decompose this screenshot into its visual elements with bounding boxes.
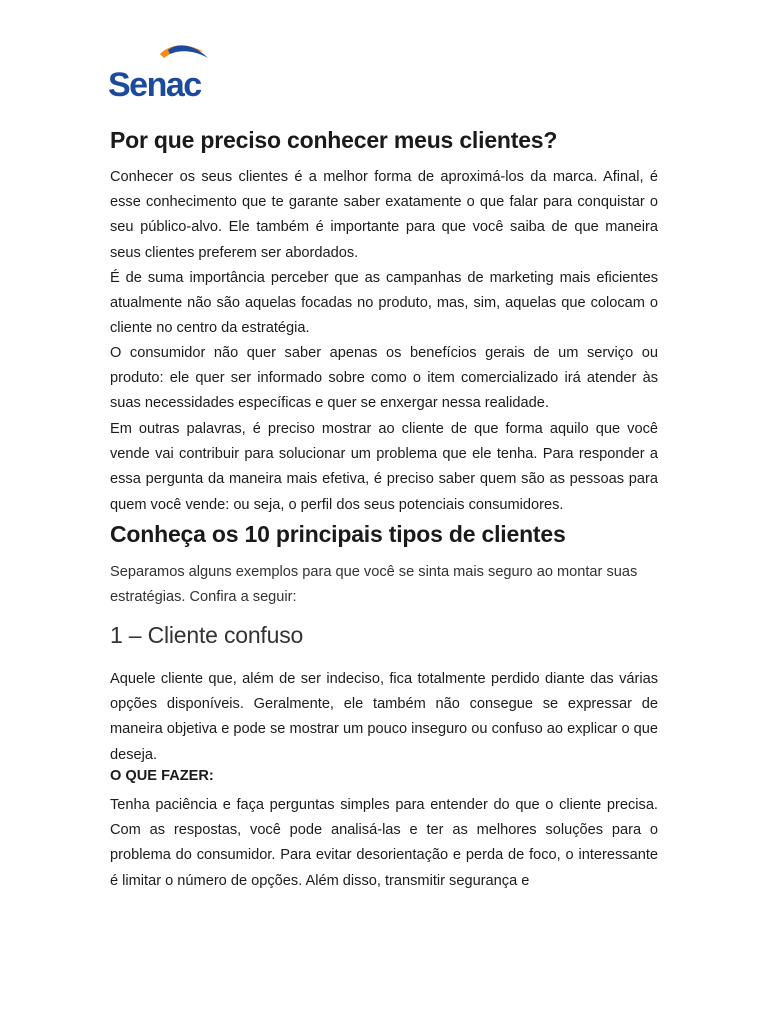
paragraph: O consumidor não quer saber apenas os benefícios gerais de um serviço ou produto: ele quer ser informado sobre como o item comercializado irá atender às suas necessidades específicas e quer se enxergar nessa realidade. [110, 345, 658, 412]
todo-label: O QUE FAZER: [110, 768, 214, 784]
todo-text: Tenha paciência e faça perguntas simples para entender do que o cliente precisa. Com as respostas, você pode analisá-las e ter as melhores soluções para o problema do consumidor. Para evitar desorientação e perda de foco, o interessante é limitar o número de opções. Além disso, transmitir segurança e [110, 797, 658, 889]
section-heading: Conheça os 10 principais tipos de clientes [110, 521, 566, 547]
item-description: Aquele cliente que, além de ser indeciso, fica totalmente perdido diante das várias opções disponíveis. Geralmente, ele também não consegue se expressar de maneira objetiva e pode se mostrar um pouco inseguro ou confuso ao explicar o que deseja. [110, 671, 658, 763]
senac-logo [108, 40, 218, 104]
senac-logo-text: Senac [108, 66, 201, 104]
page-title: Por que preciso conhecer meus clientes? [110, 127, 558, 153]
paragraph: Conhecer os seus clientes é a melhor forma de aproximá-los da marca. Afinal, é esse conhecimento que te garante saber exatamente o que falar para conquistar o seu público-alvo. Ele também é importante para que você saiba de que maneira seus clientes preferem ser abordados. [110, 169, 658, 261]
paragraph: Em outras palavras, é preciso mostrar ao cliente de que forma aquilo que você vende vai contribuir para solucionar um problema que ele tenha. Para responder a essa pergunta da maneira mais efetiva, é preciso saber quem são as pessoas para quem você vende: ou seja, o perfil dos seus potenciais consumidores. [110, 421, 658, 513]
paragraph: É de suma importância perceber que as campanhas de marketing mais eficientes atualmente não são aquelas focadas no produto, mas, sim, aquelas que colocam o cliente no centro da estratégia. [110, 270, 658, 337]
section-intro: Separamos alguns exemplos para que você se sinta mais seguro ao montar suas estratégias. Confira a seguir: [110, 564, 638, 606]
item-heading: 1 – Cliente confuso [110, 622, 304, 648]
